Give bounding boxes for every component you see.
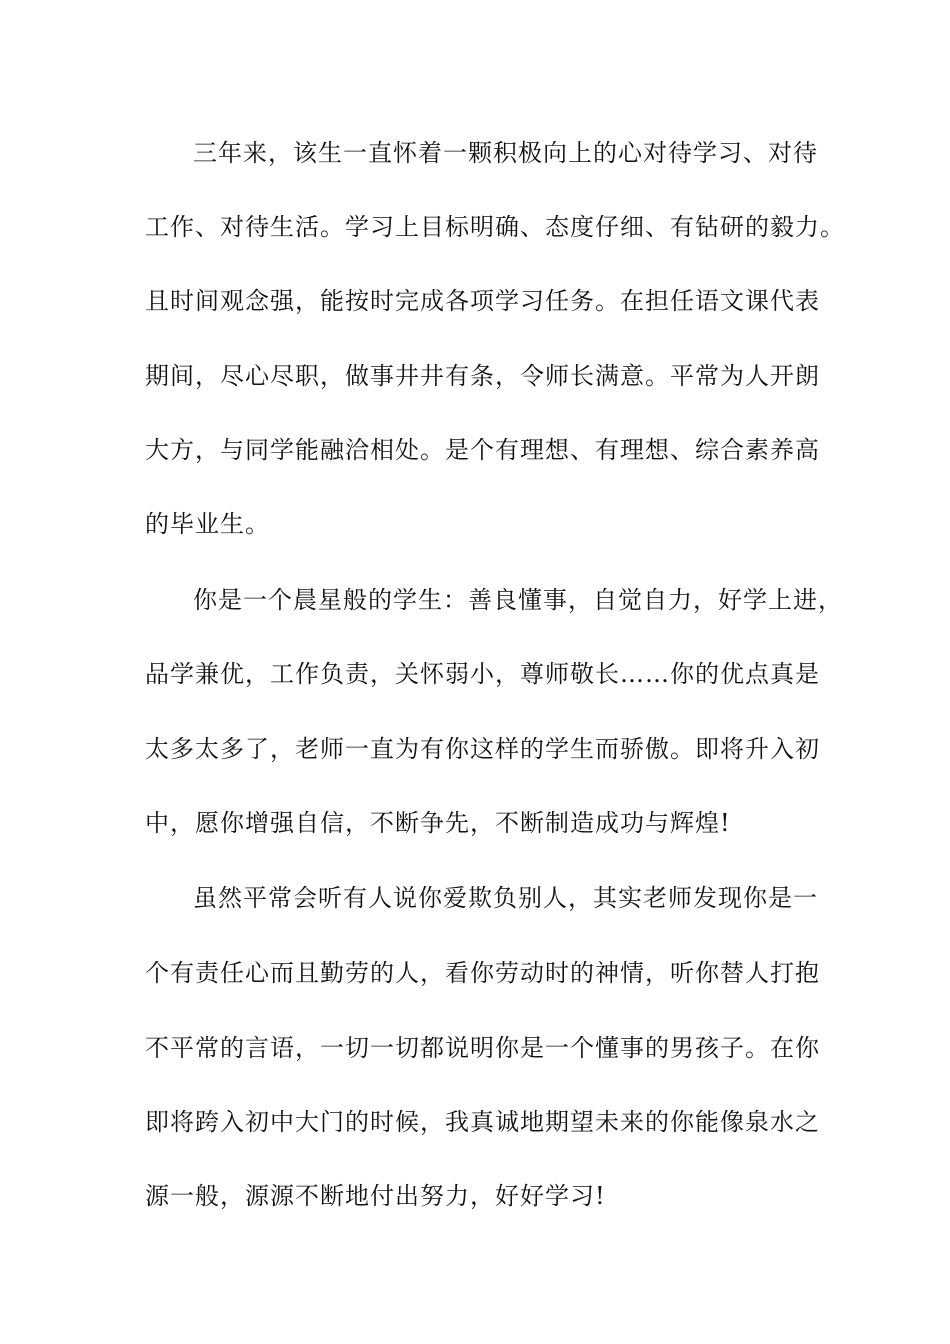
paragraph-3-line-2: 个有责任心而且勤劳的人，看你劳动时的神情，听你替人打抱 [145,959,820,987]
paragraph-2-line-1: 你是一个晨星般的学生：善良懂事，自觉自力，好学上进， [193,586,843,614]
paragraph-3-line-1: 虽然平常会听有人说你爱欺负别人，其实老师发现你是一 [193,884,818,912]
paragraph-1-line-2: 工作、对待生活。学习上目标明确、态度仔细、有钻研的毅力。 [145,213,845,241]
paragraph-1-line-6: 的毕业生。 [145,510,270,538]
paragraph-3-line-3: 不平常的言语，一切一切都说明你是一个懂事的男孩子。在你 [145,1034,820,1062]
paragraph-3-line-5: 源一般，源源不断地付出努力，好好学习! [145,1182,606,1210]
paragraph-2-line-4: 中，愿你增强自信，不断争先，不断制造成功与辉煌! [145,809,731,837]
paragraph-1-line-4: 期间，尽心尽职，做事井井有条，令师长满意。平常为人开朗 [145,362,820,390]
paragraph-1-line-5: 大方，与同学能融洽相处。是个有理想、有理想、综合素养高 [145,436,820,464]
paragraph-2-line-3: 太多太多了，老师一直为有你这样的学生而骄傲。即将升入初 [145,735,820,763]
paragraph-2-line-2: 品学兼优，工作负责，关怀弱小，尊师敬长……你的优点真是 [145,660,820,688]
paragraph-3-line-4: 即将跨入初中大门的时候，我真诚地期望未来的你能像泉水之 [145,1108,820,1136]
paragraph-1-line-1: 三年来，该生一直怀着一颗积极向上的心对待学习、对待 [193,139,818,167]
paragraph-1-line-3: 且时间观念强，能按时完成各项学习任务。在担任语文课代表 [145,287,820,315]
